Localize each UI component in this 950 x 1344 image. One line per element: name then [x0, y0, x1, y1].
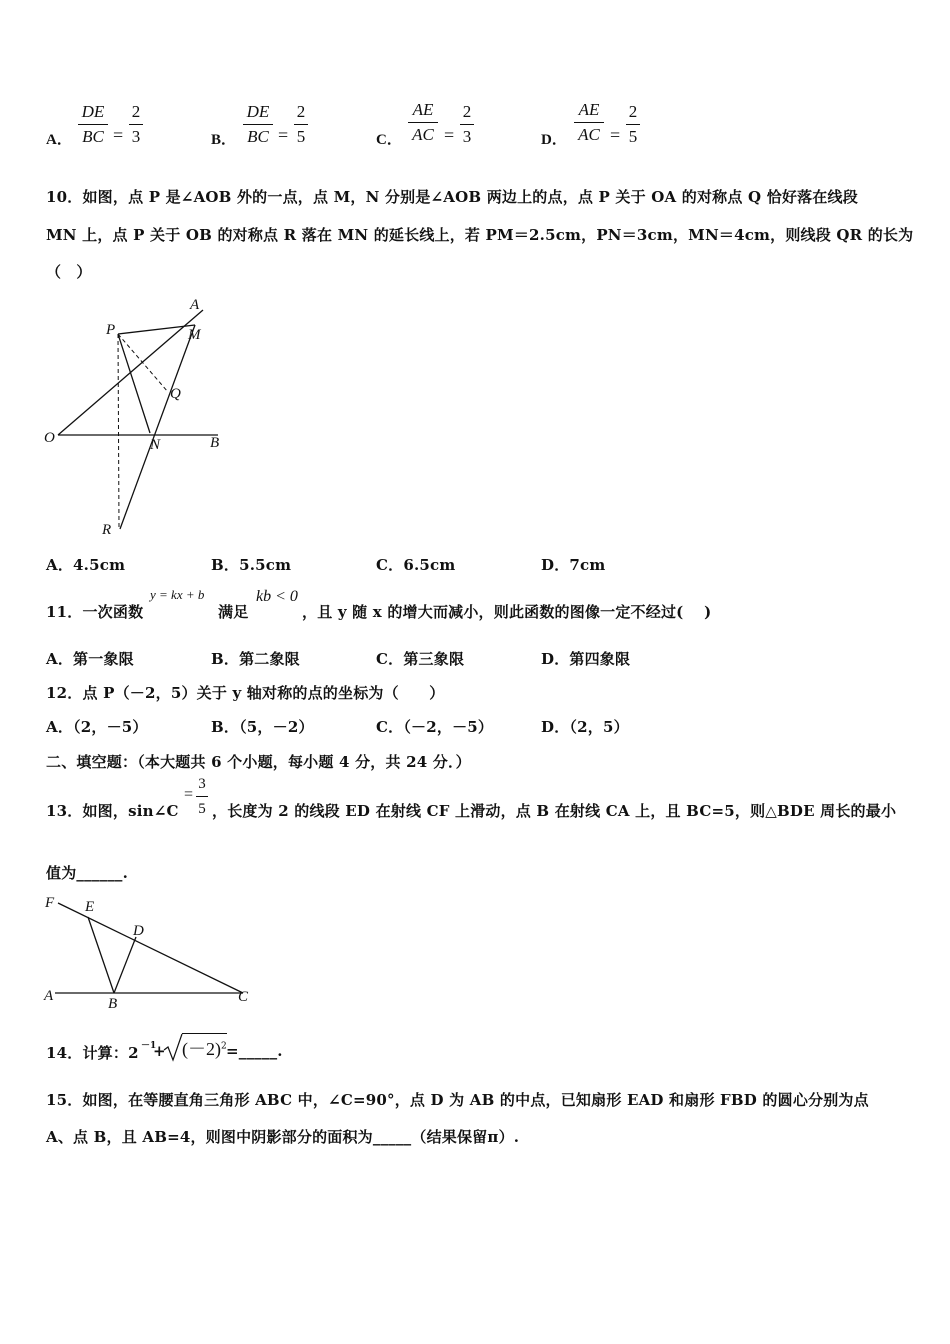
label-r: R	[102, 522, 112, 538]
q9-option-c-label: C．	[376, 132, 402, 148]
q11-option-c: C．第三象限	[376, 650, 465, 668]
segment-mr	[120, 325, 195, 529]
q9-option-c-lhs: AE AC	[408, 100, 438, 145]
q11-prefix: 11．一次函数	[46, 603, 144, 621]
label-a: A	[44, 988, 54, 1004]
q9-option-a-rhs: 2 3	[129, 102, 143, 147]
q9-option-a-label: A．	[46, 132, 72, 148]
q9-option-b-label: B．	[211, 132, 237, 148]
q14-prefix: 14．计算：2	[46, 1044, 139, 1062]
q14-suffix: =_____.	[226, 1042, 283, 1060]
q13-suffix: ，长度为 2 的线段 ED 在射线 CF 上滑动，点 B 在射线 CA 上，且 BC=5，则△BDE 周长的最小	[212, 802, 897, 820]
q9-option-b-rhs: 2 5	[294, 102, 308, 147]
q10-option-b: B．5.5cm	[211, 556, 292, 574]
q13-fraction: 3 5	[196, 774, 208, 819]
label-p: P	[106, 322, 116, 338]
q15-line-2: A、点 B，且 AB=4，则图中阴影部分的面积为_____（结果保留π）.	[46, 1128, 520, 1146]
q11-condition: kb < 0	[256, 588, 298, 605]
q12-text: 12．点 P（－2，5）关于 y 轴对称的点的坐标为（ ）	[46, 684, 445, 702]
label-q: Q	[170, 386, 181, 402]
label-e: E	[85, 899, 95, 915]
segment-bd	[114, 937, 136, 993]
q10-line-2: MN 上，点 P 关于 OB 的对称点 R 落在 MN 的延长线上，若 PM＝2.5cm，PN＝3cm，MN＝4cm，则线段 QR 的长为	[46, 226, 914, 244]
label-m: M	[188, 327, 201, 343]
q12-option-a: A．（2，－5）	[46, 718, 148, 736]
q9-option-b-lhs: DE BC	[243, 102, 273, 147]
segment-pr-dashed	[118, 334, 119, 527]
q13-figure	[40, 890, 260, 1015]
q10-option-d: D．7cm	[541, 556, 606, 574]
q11-option-b: B．第二象限	[211, 650, 300, 668]
label-a: A	[190, 297, 200, 313]
q9-option-d-lhs: AE AC	[574, 100, 604, 145]
ray-cf	[58, 903, 243, 993]
label-d: D	[133, 923, 144, 939]
q10-line-3: （ ）	[46, 263, 92, 281]
q11-suffix: ，且 y 随 x 的增大而减小，则此函数的图像一定不经过( )	[302, 603, 712, 621]
label-b: B	[210, 435, 220, 451]
q10-option-c: C．6.5cm	[376, 556, 456, 574]
q11-formula: y = kx + b	[150, 587, 205, 602]
q11-mid: 满足	[218, 603, 249, 621]
q13-prefix: 13．如图，sin∠C	[46, 802, 179, 820]
q10-option-a: A．4.5cm	[46, 556, 126, 574]
q9-option-a-lhs: DE BC	[78, 102, 108, 147]
q9-option-d-label: D．	[541, 132, 567, 148]
sqrt-icon	[162, 1032, 184, 1064]
q12-option-b: B．（5，－2）	[211, 718, 314, 736]
q11-option-a: A．第一象限	[46, 650, 134, 668]
label-o: O	[44, 430, 55, 446]
q10-line-1: 10．如图，点 P 是∠AOB 外的一点，点 M，N 分别是∠AOB 两边上的点，点 P 关于 OA 的对称点 Q 恰好落在线段	[46, 188, 858, 206]
label-f: F	[45, 895, 55, 911]
label-c: C	[238, 989, 249, 1005]
q14-exponent: －1	[141, 1041, 157, 1051]
q15-line-1: 15．如图，在等腰直角三角形 ABC 中，∠C=90°，点 D 为 AB 的中点，已知扇形 EAD 和扇形 FBD 的圆心分别为点	[46, 1091, 869, 1109]
q13-line-2: 值为______.	[46, 864, 129, 882]
q10-figure	[40, 292, 240, 542]
segment-pn	[118, 334, 150, 433]
segment-pm	[118, 325, 195, 334]
q9-option-d-rhs: 2 5	[626, 102, 640, 147]
q11-option-d: D．第四象限	[541, 650, 631, 668]
q14-radical: $(-2)^2$	[182, 1033, 227, 1061]
label-b: B	[108, 996, 118, 1012]
segment-pq-dashed	[118, 334, 168, 392]
label-n: N	[150, 437, 161, 453]
section-fill-in-heading: 二、填空题：（本大题共 6 个小题，每小题 4 分，共 24 分．）	[46, 753, 471, 771]
q14-plus: +	[153, 1042, 166, 1060]
q12-option-d: D．（2，5）	[541, 718, 629, 736]
q9-option-c-rhs: 2 3	[460, 102, 474, 147]
q12-option-c: C．（－2，－5）	[376, 718, 494, 736]
